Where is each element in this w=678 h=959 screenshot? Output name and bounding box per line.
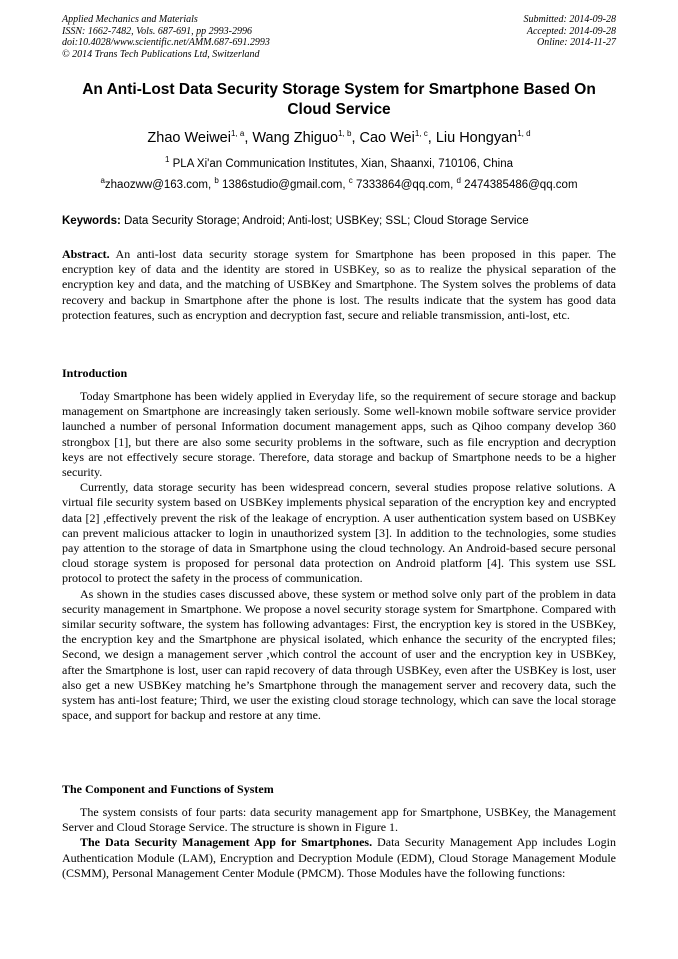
title-line-2: Cloud Service bbox=[287, 101, 391, 118]
affiliation-text: PLA Xi'an Communication Institutes, Xian, Shaanxi, 710106, China bbox=[169, 158, 514, 170]
email-sup: d bbox=[456, 176, 461, 186]
section-heading-introduction: Introduction bbox=[62, 366, 128, 380]
email-sup: a bbox=[100, 176, 105, 186]
online-date: Online: 2014-11-27 bbox=[537, 37, 616, 48]
keywords-label: Keywords: bbox=[62, 215, 121, 227]
email-text: 1386studio@gmail.com, bbox=[218, 179, 349, 191]
affiliation bbox=[62, 157, 616, 171]
author-list: Zhao Weiwei$^{1, a}$, Wang Zhiguo$^{1, b}$, Cao Wei$^{1, c}$, Liu Hongyan$^{1, d}$ bbox=[147, 129, 531, 146]
paragraph: Today Smartphone has been widely applied in Everyday life, so the requirement of secure storage and backup management on Smartphone are increasingly taken seriously. Some well-known mobile software service provider launched a number of personal Information document management apps, such as Qihoo company develop 360 strongbox [1], but there are also some security problems in the software, such as file encryption and decryption keys are not effectively secure storage. Therefore, data storage and backup of Smartphone needs to be a higher security. bbox=[62, 389, 616, 480]
author-sup: 1, a bbox=[230, 129, 245, 139]
paragraph-text: Data Security Management App includes Login Authentication Module (LAM), Encryption and Decryption Module (EDM), Cloud Storage Management Module (CSMM), Personal Management Center Module (PMCM). Those Modules have the following functions: bbox=[62, 835, 616, 880]
keywords bbox=[62, 214, 622, 229]
author-sup: 1, c bbox=[414, 129, 428, 139]
email-text: zhaozww@163.com, bbox=[104, 179, 215, 191]
paragraph: The system consists of four parts: data security management app for Smartphone, USBKey, the Management Server and Cloud Storage Service. The structure is shown in Figure 1. bbox=[62, 805, 616, 835]
paper-title bbox=[62, 80, 616, 120]
author-name: Wang Zhiguo bbox=[252, 130, 339, 146]
abstract-text: An anti-lost data security storage system for Smartphone has been proposed in this paper. The encryption key of data and the identity are stored in USBKey, so as to realize the physical separation of the encryption key and data, and the matching of USBKey and Smartphone. The System solves the problems of data recovery and backup in Smartphone after the phone is lost. The results indicate that the system has good data protection features, such as encryption and decryption fast, secure and reliable transmission, anti-lost, etc. bbox=[62, 247, 616, 322]
affiliation-sup: 1 bbox=[164, 155, 170, 165]
title-line-1: An Anti-Lost Data Security Storage System for Smartphone Based On bbox=[82, 81, 596, 98]
section-heading-components: The Component and Functions of System bbox=[62, 782, 274, 796]
paragraph: Currently, data storage security has been widespread concern, several studies propose relative solutions. A virtual file security system based on USBKey implements physical separation of the encryption key and encrypted data [2] ,effectively prevent the risk of the leakage of encryption. A user authentication system based on USBKey can prevent malicious attacker to login in unauthorized system [3]. In addition to the technologies, some studies pay attention to the storage of data in Smartphone using the cloud technology. An Android-based secure personal cloud storage system is proposed for personal data protection on Android platform [4]. This system use SSL protocol to protect the safety in the process of communication. bbox=[62, 480, 616, 586]
issn-line: ISSN: 1662-7482, Vols. 687-691, pp 2993-2996 bbox=[62, 25, 252, 37]
author-name: Cao Wei bbox=[359, 130, 415, 146]
doi-line: doi:10.4028/www.scientific.net/AMM.687-691.2993 bbox=[62, 37, 270, 48]
author-sup: 1, b bbox=[338, 129, 352, 139]
abstract bbox=[62, 247, 616, 323]
journal-name: Applied Mechanics and Materials bbox=[62, 14, 198, 25]
abstract-label: Abstract. bbox=[62, 247, 110, 261]
paragraph: As shown in the studies cases discussed above, these system or method solve only part of the problem in data security management in Smartphone. We propose a novel security storage system for Smartphone. Compared with similar security software, the system has following advantages: First, the encryption key is stored in the USBKey, the encryption key and the Smartphone are physical isolated, which enhance the security of the encrypted files; Second, we design a management server ,which control the account of user and the encryption key in USBKey, after the Smartphone is lost, user can rapid recovery of data through USBKey, even after the USBKey is lost, user also get a new USBKey matching he’s Smartphone through the management server and recovery data, such the system has anti-lost feature; Third, we user the existing cloud storage technology, which can save the local storage space, and support for backup and restore at any time. bbox=[62, 586, 616, 723]
email-text: 2474385486@qq.com bbox=[460, 179, 578, 191]
journal-info-left bbox=[62, 14, 270, 60]
copyright-line: © 2014 Trans Tech Publications Ltd, Switzerland bbox=[62, 48, 260, 60]
introduction-body bbox=[62, 389, 616, 723]
email-sup: c bbox=[348, 176, 353, 186]
author-name: Liu Hongyan bbox=[435, 130, 518, 146]
author-sup: 1, d bbox=[517, 129, 531, 139]
author-name: Zhao Weiwei bbox=[147, 130, 231, 146]
accepted-date: Accepted: 2014-09-28 bbox=[526, 25, 616, 37]
subsection-lead: The Data Security Management App for Smartphones. bbox=[80, 835, 373, 850]
keywords-text: Data Security Storage; Android; Anti-lost; USBKey; SSL; Cloud Storage Service bbox=[120, 215, 529, 227]
journal-info-right bbox=[524, 14, 617, 49]
paragraph bbox=[62, 835, 616, 881]
components-body bbox=[62, 805, 616, 881]
email-text: 7333864@qq.com, bbox=[352, 179, 457, 191]
email-sup: b bbox=[214, 176, 219, 186]
author-emails bbox=[62, 178, 616, 192]
submitted-date: Submitted: 2014-09-28 bbox=[523, 14, 616, 25]
